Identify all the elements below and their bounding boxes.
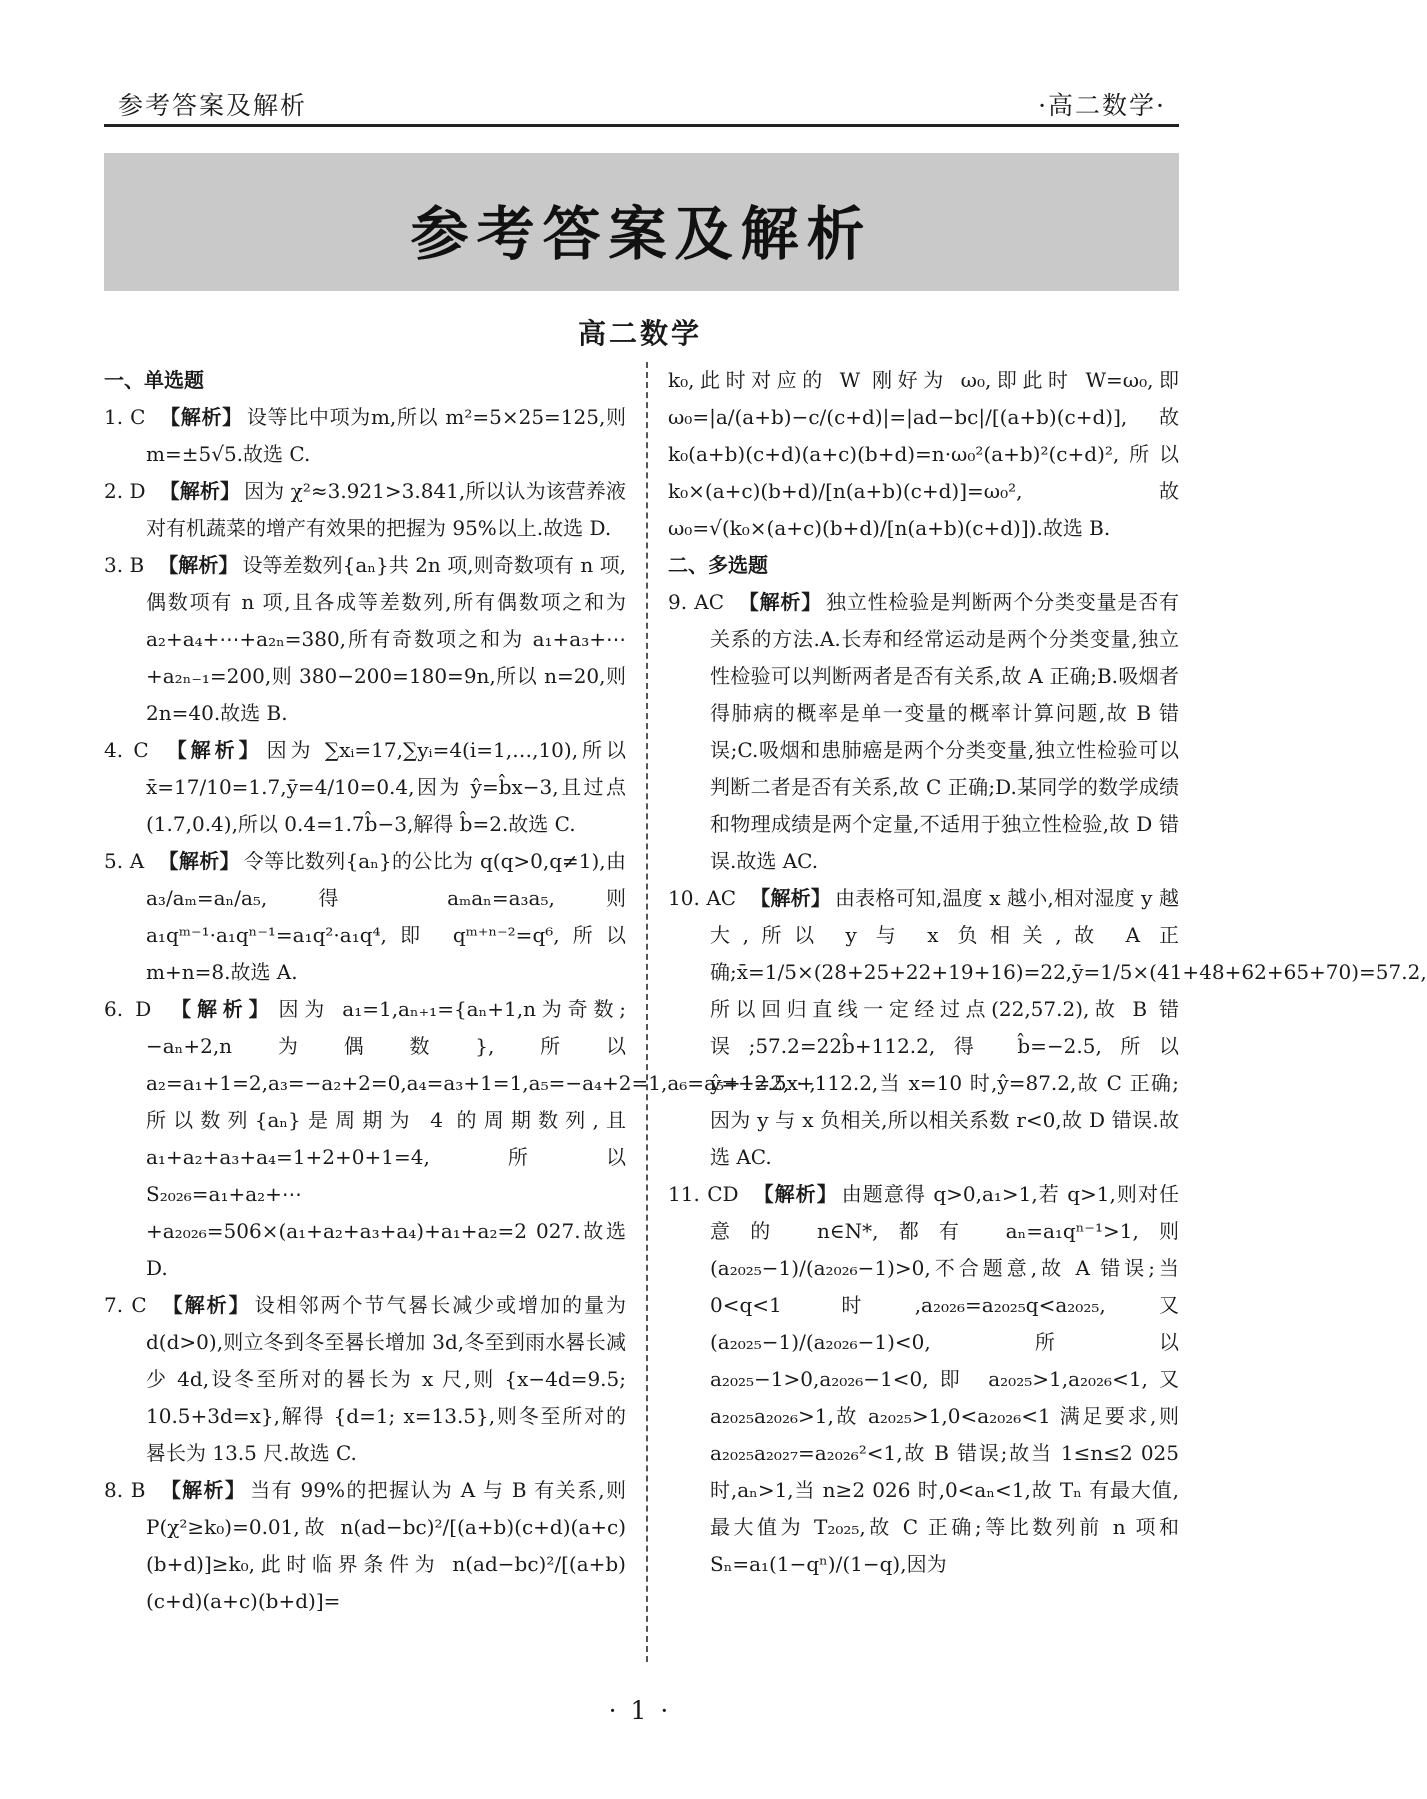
analysis-tag: 【解析】: [160, 1293, 251, 1317]
answer-item: [104, 399, 626, 473]
answer-label: 4. C: [104, 738, 149, 762]
analysis-tag: 【解析】: [752, 1182, 838, 1206]
analysis-tag: 【解析】: [738, 590, 823, 614]
answer-text: 令等比数列{aₙ}的公比为 q(q>0,q≠1),由 a₃/aₘ=aₙ/a₅,得 aₘaₙ=a₃a₅,则 a₁qᵐ⁻¹·a₁qⁿ⁻¹=a₁q²·a₁q⁴,即 qᵐ⁺ⁿ⁻²=q⁶,所以 m+n=8.故选 A.: [146, 849, 627, 984]
header-rule: [104, 124, 1179, 127]
analysis-tag: 【解析】: [159, 405, 243, 429]
answer-text: 设等差数列{aₙ}共 2n 项,则奇数项有 n 项,偶数项有 n 项,且各成等差数列,所有偶数项之和为 a₂+a₄+⋯+a₂ₙ=380,所有奇数项之和为 a₁+a₃+⋯+a₂ₙ₋₁=200,则 380−200=180=9n,所以 n=20,则 2n=40.故选 B.: [146, 553, 627, 725]
answer-label: 1. C: [104, 405, 146, 429]
answer-item: [104, 1287, 626, 1472]
column-divider: [646, 362, 648, 1662]
answer-text: 设相邻两个节气晷长减少或增加的量为 d(d>0),则立冬到冬至晷长增加 3d,冬至到雨水晷长减少 4d,设冬至所对的晷长为 x 尺,则 {x−4d=9.5; 10.5+3d=x},解得 {d=1; x=13.5},则冬至所对的晷长为 13.5 尺.故选 C.: [146, 1293, 627, 1465]
answer-item: [668, 1176, 1179, 1583]
analysis-tag: 【解析】: [158, 553, 239, 577]
analysis-tag: 【解析】: [159, 1478, 247, 1502]
answer-label: 8. B: [104, 1478, 146, 1502]
header-right-title: ·高二数学·: [1038, 91, 1166, 120]
section-heading-single: 一、单选题: [104, 368, 204, 392]
answer-item: [104, 843, 626, 991]
answer-item: [668, 584, 1179, 880]
page-number: · 1 ·: [608, 1696, 672, 1725]
analysis-tag: 【解析】: [159, 479, 241, 503]
answer-text: 设等比中项为m,所以 m²=5×25=125,则 m=±5√5.故选 C.: [146, 405, 627, 466]
analysis-tag: 【解析】: [158, 849, 240, 873]
answer-text: 因为 ∑xᵢ=17,∑yᵢ=4(i=1,…,10),所以 x̄=17/10=1.7,ȳ=4/10=0.4,因为 ŷ=b̂x−3,且过点(1.7,0.4),所以 0.4=1.7b̂−3,解得 b̂=2.故选 C.: [146, 738, 626, 836]
answer-label: 9. AC: [668, 590, 724, 614]
answer-text: 当有 99%的把握认为 A 与 B 有关系,则 P(χ²≥k₀)=0.01,故 n(ad−bc)²/[(a+b)(c+d)(a+c)(b+d)]≥k₀,此时临界条件为 n(ad−bc)²/[(a+b)(c+d)(a+c)(b+d)]=: [146, 1478, 627, 1613]
answer-text: 由表格可知,温度 x 越小,相对湿度 y 越大,所以 y 与 x 负相关,故 A 正确;x̄=1/5×(28+25+22+19+16)=22,ȳ=1/5×(41+48+62+65+70)=57.2,所以回归直线一定经过点(22,57.2),故 B 错误;57.2=22b̂+112.2,得 b̂=−2.5,所以 ŷ=−2.5x+112.2,当 x=10 时,ŷ=87.2,故 C 正确;因为 y 与 x 负相关,所以相关系数 r<0,故 D 错误.故选 AC.: [710, 886, 1427, 1169]
page-subtitle: 高二数学: [577, 317, 702, 350]
section-heading-multiple: 二、多选题: [668, 553, 768, 577]
answer-item: [104, 473, 626, 547]
answer-item: [104, 1472, 626, 1620]
right-column: [668, 362, 1427, 1583]
answer-text: 独立性检验是判断两个分类变量是否有关系的方法.A.长寿和经常运动是两个分类变量,独立性检验可以判断两者是否有关系,故 A 正确;B.吸烟者得肺病的概率是单一变量的概率计算问题,故 B 错误;C.吸烟和患肺癌是两个分类变量,独立性检验可以判断二者是否有关系,故 C 正确;D.某同学的数学成绩和物理成绩是两个定量,不适用于独立性检验,故 D 错误.故选 AC.: [710, 590, 1180, 873]
analysis-tag: 【解析】: [162, 738, 263, 762]
analysis-tag: 【解析】: [165, 997, 275, 1021]
answer-label: 10. AC: [668, 886, 737, 910]
answer-text: 由题意得 q>0,a₁>1,若 q>1,则对任意的 n∈N*,都有 aₙ=a₁qⁿ⁻¹>1,则 (a₂₀₂₅−1)/(a₂₀₂₆−1)>0,不合题意,故 A 错误;当 0<q<1 时,a₂₀₂₆=a₂₀₂₅q<a₂₀₂₅,又 (a₂₀₂₅−1)/(a₂₀₂₆−1)<0,所以 a₂₀₂₅−1>0,a₂₀₂₆−1<0,即 a₂₀₂₅>1,a₂₀₂₆<1,又 a₂₀₂₅a₂₀₂₆>1,故 a₂₀₂₅>1,0<a₂₀₂₆<1 满足要求,则 a₂₀₂₅a₂₀₂₇=a₂₀₂₆²<1,故 B 错误;故当 1≤n≤2 025 时,aₙ>1,当 n≥2 026 时,0<aₙ<1,故 Tₙ 有最大值,最大值为 T₂₀₂₅,故 C 正确;等比数列前 n 项和 Sₙ=a₁(1−qⁿ)/(1−q),因为: [710, 1182, 1180, 1576]
answer-label: 6. D: [104, 997, 152, 1021]
answer-label: 7. C: [104, 1293, 147, 1317]
header-left-title: 参考答案及解析: [118, 91, 308, 120]
banner-title: 参考答案及解析: [410, 200, 873, 268]
answer-label: 5. A: [104, 849, 145, 873]
analysis-tag: 【解析】: [750, 886, 831, 910]
answer-item: [104, 547, 626, 732]
answer-text: 因为 χ²≈3.921>3.841,所以认为该营养液对有机蔬菜的增产有效果的把握为 95%以上.故选 D.: [146, 479, 626, 540]
answer-label: 2. D: [104, 479, 146, 503]
answer-text: 因为 a₁=1,aₙ₊₁={aₙ+1,n为奇数;−aₙ+2,n为偶数},所以 a₂=a₁+1=2,a₃=−a₂+2=0,a₄=a₃+1=1,a₅=−a₄+2=1,a₆=a₅+1=2,⋯,所以数列{aₙ}是周期为 4 的周期数列,且 a₁+a₂+a₃+a₄=1+2+0+1=4,所以 S₂₀₂₆=a₁+a₂+⋯+a₂₀₂₆=506×(a₁+a₂+a₃+a₄)+a₁+a₂=2 027.故选 D.: [146, 997, 816, 1280]
title-banner: [104, 153, 1179, 291]
answer-item: [104, 732, 626, 843]
continued-answer-text: k₀,此时对应的 W 刚好为 ω₀,即此时 W=ω₀,即 ω₀=|a/(a+b)−c/(c+d)|=|ad−bc|/[(a+b)(c+d)],故 k₀(a+b)(c+d)(a+c)(b+d)=n·ω₀²(a+b)²(c+d)²,所以 k₀×(a+c)(b+d)/[n(a+b)(c+d)]=ω₀²,故 ω₀=√(k₀×(a+c)(b+d)/[n(a+b)(c+d)]).故选 B.: [668, 368, 1179, 540]
answer-item: [668, 880, 1427, 1176]
answer-label: 11. CD: [668, 1182, 739, 1206]
answer-label: 3. B: [104, 553, 145, 577]
